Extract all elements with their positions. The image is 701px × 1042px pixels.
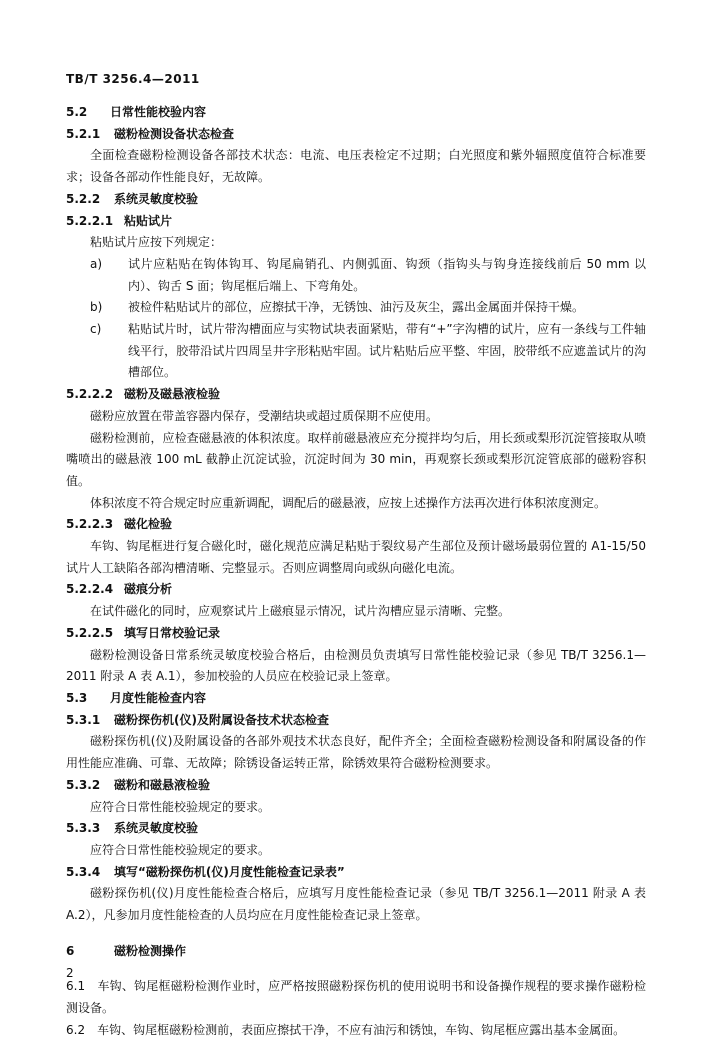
section-title: 粘贴试片 [124,213,173,228]
paragraph: 6.1 车钩、钩尾框磁粉检测作业时，应严格按照磁粉探伤机的使用说明书和设备操作规程的要求操作磁粉检测设备。 [66,979,646,1016]
section-heading [66,775,646,797]
section-heading [66,102,646,124]
paragraph: 应符合日常性能校验规定的要求。 [90,842,271,857]
section-number: 5.3.2 [66,777,101,792]
paragraph: 应符合日常性能校验规定的要求。 [90,799,271,814]
paragraph: 粘贴试片应按下列规定： [90,235,223,250]
section-title: 磁粉检测设备状态检查 [114,126,235,141]
section-number: 5.2.2.4 [66,582,114,597]
list-item-text: 被检件粘贴试片的部位，应擦拭干净，无锈蚀、油污及灰尘，露出金属面并保持干燥。 [128,300,585,315]
section-title: 磁粉及磁悬液检验 [124,387,221,402]
section-heading [66,862,646,884]
section-title: 磁痕分析 [124,582,173,597]
list-item-label: a) [90,256,103,271]
paragraph: 磁粉探伤机(仪)及附属设备的各部外观技术状态良好，配件齐全；全面检查磁粉检测设备和附属设备的作用性能应准确、可靠、无故障；除锈设备运转正常，除锈效果符合磁粉检测要求。 [66,734,646,771]
list-item [66,254,646,297]
section-heading [66,579,646,601]
section-number: 6 [66,943,75,958]
page-number: 2 [66,966,74,980]
section-heading [66,688,646,710]
section-title: 磁粉和磁悬液检验 [114,777,211,792]
section-number: 5.2.2.2 [66,387,114,402]
list-item-label: c) [90,322,102,337]
section-title: 磁粉探伤机(仪)及附属设备技术状态检查 [114,712,329,727]
section-number: 5.2.2.5 [66,625,114,640]
section-number: 5.2.1 [66,126,101,141]
section-title: 磁化检验 [124,517,173,532]
section-title: 系统灵敏度校验 [114,821,199,836]
section-title: 系统灵敏度校验 [114,191,199,206]
section-title: 磁粉检测操作 [114,943,187,958]
paragraph: 车钩、钩尾框进行复合磁化时，磁化规范应满足粘贴于裂纹易产生部位及预计磁场最弱位置的 A1-15/50试片人工缺陷各部沟槽清晰、完整显示。否则应调整周向或纵向磁化电流。 [66,539,646,575]
section-heading [66,211,646,233]
section-number: 5.2 [66,105,88,119]
section-number: 5.2.2 [66,191,101,206]
section-title: 填写“磁粉探伤机(仪)月度性能检查记录表” [114,864,345,879]
paragraph: 磁粉检测设备日常系统灵敏度校验合格后，由检测员负责填写日常性能校验记录（参见 TB/T 3256.1—2011 附录 A 表 A.1），参加校验的人员应在校验记录上签章。 [66,647,646,684]
spacer [66,962,646,976]
paragraph: 磁粉应放置在带盖容器内保存，受潮结块或超过质保期不应使用。 [90,408,439,423]
list-item-label: b) [90,300,103,315]
document-body [66,102,646,1042]
paragraph: 磁粉检测前，应检查磁悬液的体积浓度。取样前磁悬液应充分搅拌均匀后，用长颈或梨形沉淀管接取从喷嘴喷出的磁悬液 100 mL 截静止沉淀试验，沉淀时间为 30 min，再观察长颈或梨形沉淀管底部的磁粉容积值。 [66,430,646,488]
section-number: 5.3.1 [66,712,101,727]
paragraph: 在试件磁化的同时，应观察试片上磁痕显示情况，试片沟槽应显示清晰、完整。 [90,604,511,619]
list-item-text: 试片应粘贴在钩体钩耳、钩尾扁销孔、内侧弧面、钩颈（指钩头与钩身连接线前后 50 mm 以内）、钩舌 S 面；钩尾框后端上、下弯角处。 [128,256,646,293]
spacer [66,927,646,941]
paragraph: 6.2 车钩、钩尾框磁粉检测前，表面应擦拭干净，不应有油污和锈蚀，车钩、钩尾框应露出基本金属面。 [66,1022,626,1037]
section-heading [66,124,646,146]
paragraph: 全面检查磁粉检测设备各部技术状态：电流、电压表检定不过期；白光照度和紫外辐照度值符合标准要求；设备各部动作性能良好，无故障。 [66,148,646,185]
paragraph: 磁粉探伤机(仪)月度性能检查合格后，应填写月度性能检查记录（参见 TB/T 3256.1—2011 附录 A 表 A.2），凡参加月度性能检查的人员均应在月度性能检查记录上签章。 [66,886,646,923]
section-heading [66,514,646,536]
section-number: 5.2.2.1 [66,213,114,228]
list-item [66,319,646,384]
list-item-text: 粘贴试片时，试片带沟槽面应与实物试块表面紧贴，带有“+”字沟槽的试片，应有一条线与工件轴线平行，胶带沿试片四周呈井字形粘贴牢固。试片粘贴后应平整、牢固，胶带纸不应遮盖试片的沟槽部位。 [128,322,646,380]
section-title: 填写日常校验记录 [124,625,221,640]
section-heading [66,818,646,840]
section-heading [66,189,646,211]
section-heading [66,941,646,963]
standard-header: TB/T 3256.4—2011 [66,72,200,86]
section-title: 月度性能检查内容 [110,690,207,705]
section-heading [66,623,646,645]
section-number: 5.2.2.3 [66,517,114,532]
section-number: 5.3 [66,690,88,705]
list-item [66,297,646,319]
section-heading [66,384,646,406]
paragraph: 体积浓度不符合规定时应重新调配，调配后的磁悬液，应按上述操作方法再次进行体积浓度测定。 [90,495,607,510]
section-heading [66,710,646,732]
section-title: 日常性能校验内容 [110,105,207,119]
section-number: 5.3.3 [66,821,101,836]
section-number: 5.3.4 [66,864,101,879]
